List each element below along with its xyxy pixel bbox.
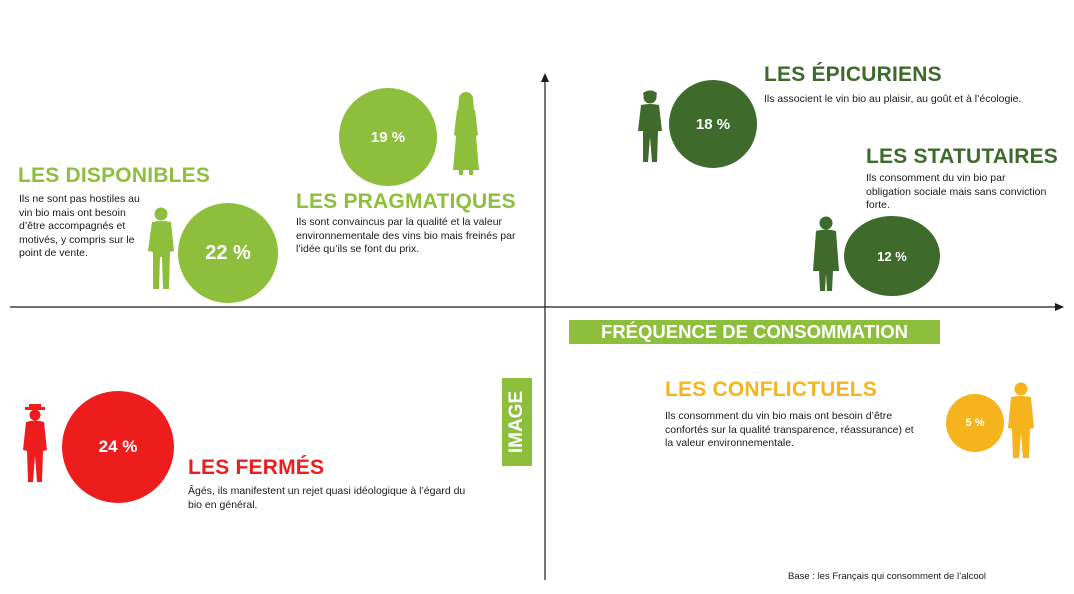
y-axis-label-text: IMAGE	[506, 390, 527, 454]
percent-bubble-statutaires: 12 %	[844, 216, 940, 296]
segment-description-epicuriens: Ils associent le vin bio au plaisir, au goût et à l’écologie.	[764, 93, 1022, 105]
segment-title-conflictuels: LES CONFLICTUELS	[665, 378, 878, 401]
percent-bubble-conflictuels: 5 %	[946, 394, 1004, 452]
percent-bubble-epicuriens: 18 %	[669, 80, 757, 168]
x-axis-label: FRÉQUENCE DE CONSOMMATION	[569, 320, 940, 344]
segment-description-disponibles: Ils ne sont pas hostiles au vin bio mais ont besoin d’être accompagnés et motivés, y compris sur le point de vente.	[19, 193, 140, 259]
segment-description-pragmatiques: Ils sont convaincus par la qualité et la valeur environnementale des vins bio mais freinés par l’idée qu’ils se font du prix.	[296, 216, 516, 255]
base-note: Base : les Français qui consomment de l’alcool	[788, 571, 987, 582]
percent-bubble-fermes: 24 %	[62, 391, 174, 503]
segment-title-epicuriens: LES ÉPICURIENS	[764, 63, 942, 86]
percent-bubble-disponibles: 22 %	[178, 203, 278, 303]
man-silhouette-icon	[1002, 380, 1040, 460]
y-axis-arrow	[541, 73, 549, 82]
segment-title-pragmatiques: LES PRAGMATIQUES	[296, 190, 516, 213]
y-axis-label	[502, 378, 532, 466]
man-in-coat-silhouette-icon	[808, 215, 844, 293]
young-man-silhouette-icon	[632, 88, 668, 164]
x-axis-arrow	[1055, 303, 1064, 311]
segment-description-statutaires: Ils consomment du vin bio par obligation sociale mais sans conviction forte.	[866, 172, 1047, 211]
percent-bubble-pragmatiques: 19 %	[339, 88, 437, 186]
segment-title-disponibles: LES DISPONIBLES	[18, 164, 211, 187]
segment-description-fermes: Âgés, ils manifestent un rejet quasi idéologique à l’égard du bio en général.	[188, 485, 466, 511]
segment-title-statutaires: LES STATUTAIRES	[866, 145, 1058, 168]
segment-description-conflictuels: Ils consomment du vin bio mais ont besoin d’être confortés sur la qualité transparence, réassurance) et la valeur environnementale.	[665, 410, 914, 449]
woman-silhouette-icon	[447, 90, 485, 176]
segment-title-fermes: LES FERMÉS	[188, 456, 325, 479]
man-with-hat-silhouette-icon	[20, 404, 50, 484]
